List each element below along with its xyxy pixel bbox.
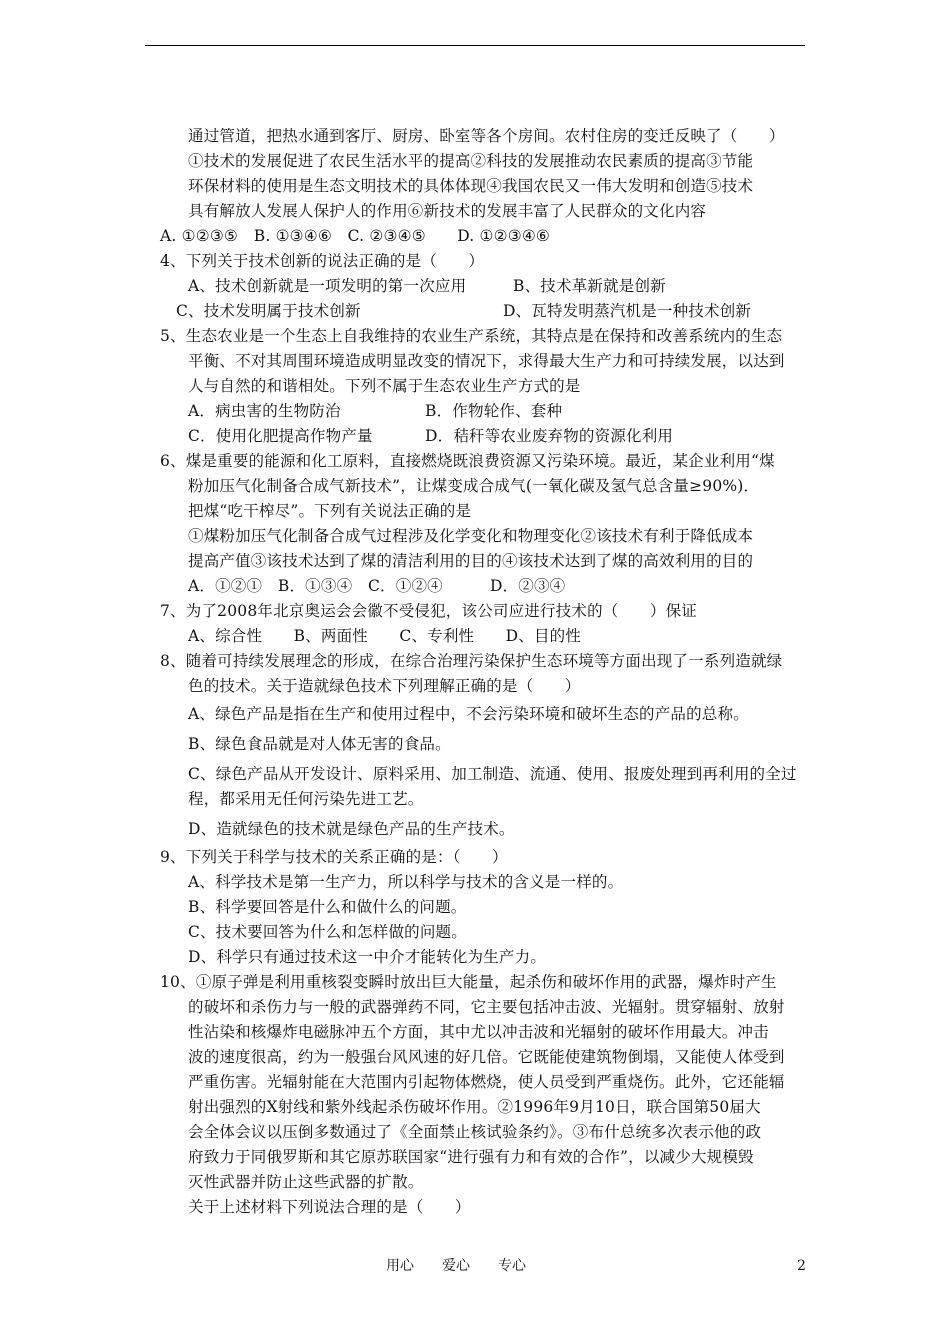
q5-option-a: A．病虫害的生物防治	[188, 402, 341, 420]
q8-stem-line-2: 色的技术。关于造就绿色技术下列理解正确的是（ ）	[188, 677, 581, 695]
q9-option-c: C、技术要回答为什么和怎样做的问题。	[188, 923, 467, 941]
q9-stem: 9、下列关于科学与技术的关系正确的是：（ ）	[160, 848, 508, 866]
q10-material-line-3: 性沾染和核爆炸电磁脉冲五个方面，其中尤以冲击波和光辐射的破坏作用最大。冲击	[188, 1023, 769, 1041]
q9-option-d: D、科学只有通过技术这一中介才能转化为生产力。	[188, 948, 547, 966]
q5-option-d: D．秸秆等农业废弃物的资源化利用	[425, 427, 674, 445]
q5-option-c: C．使用化肥提高作物产量	[188, 427, 373, 445]
q10-material-line-2: 的破坏和杀伤力与一般的武器弹药不同，它主要包括冲击波、光辐射。贯穿辐射、放射	[188, 998, 785, 1016]
q5-stem-line-2: 平衡、不对其周围环境造成明显改变的情况下，求得最大生产力和可持续发展，以达到	[188, 352, 785, 370]
q4-option-c: C、技术发明属于技术创新	[176, 302, 361, 320]
q5-stem-line-3: 人与自然的和谐相处。下列不属于生态农业生产方式的是	[188, 377, 581, 395]
q4-stem: 4、下列关于技术创新的说法正确的是（ ）	[160, 252, 485, 270]
q10-material-line-1: 10、①原子弹是利用重核裂变瞬时放出巨大能量，起杀伤和破坏作用的武器，爆炸时产生	[160, 973, 777, 991]
q4-option-a: A、技术创新就是一项发明的第一次应用	[188, 277, 467, 295]
q3-statements-line-3: 具有解放人发展人保护人的作用⑥新技术的发展丰富了人民群众的文化内容	[188, 202, 707, 220]
q6-statements-line-1: ①煤粉加压气化制备合成气过程涉及化学变化和物理变化②该技术有利于降低成本	[188, 527, 754, 545]
q6-stem-line-1: 6、煤是重要的能源和化工原料，直接燃烧既浪费资源又污染环境。最近，某企业利用“煤	[160, 452, 775, 470]
q4-option-d: D、瓦特发明蒸汽机是一种技术创新	[503, 302, 752, 320]
q10-material-line-5: 严重伤害。光辐射能在大范围内引起物体燃烧，使人员受到严重烧伤。此外，它还能辐	[188, 1073, 785, 1091]
q10-material-line-7: 会全体会议以压倒多数通过了《全面禁止核试验条约》。③布什总统多次表示他的政	[188, 1123, 762, 1141]
q4-option-b: B、技术革新就是创新	[513, 277, 666, 295]
q10-material-line-9: 灭性武器并防止这些武器的扩散。	[188, 1173, 424, 1191]
q7-stem: 7、为了2008年北京奥运会会徽不受侵犯，该公司应进行技术的（ ）保证	[160, 602, 698, 620]
q8-option-c-line-1: C、绿色产品从开发设计、原料采用、加工制造、流通、使用、报废处理到再利用的全过	[188, 765, 797, 783]
q10-material-line-4: 波的速度很高，约为一般强台风风速的好几倍。它既能使建筑物倒塌，又能使人体受到	[188, 1048, 785, 1066]
q6-options: A．①②① B．①③④ C．①②④ D．②③④	[188, 577, 566, 595]
q8-option-b: B、绿色食品就是对人体无害的食品。	[188, 735, 451, 753]
q10-material-line-6: 射出强烈的X射线和紫外线起杀伤破坏作用。②1996年9月10日，联合国第50届大	[188, 1098, 761, 1116]
q3-statements-line-2: 环保材料的使用是生态文明技术的具体体现④我国农民又一伟大发明和创造⑤技术	[188, 177, 754, 195]
q6-statements-line-2: 提高产值③该技术达到了煤的清洁利用的目的④该技术达到了煤的高效利用的目的	[188, 552, 754, 570]
header-rule	[145, 45, 805, 46]
q6-stem-line-3: 把煤“吃干榨尽”。下列有关说法正确的是	[188, 502, 472, 520]
q8-stem-line-1: 8、随着可持续发展理念的形成，在综合治理污染保护生态环境等方面出现了一系列造就绿	[160, 652, 783, 670]
q5-option-b: B．作物轮作、套种	[425, 402, 563, 420]
q8-option-a: A、绿色产品是指在生产和使用过程中，不会污染环境和破坏生态的产品的总称。	[188, 705, 749, 723]
footer-motto: 用心 爱心 专心	[386, 1258, 526, 1274]
q10-question: 关于上述材料下列说法合理的是（ ）	[188, 1198, 471, 1216]
q8-option-c-line-2: 程，都采用无任何污染先进工艺。	[188, 790, 424, 808]
q3-statements-line-1: ①技术的发展促进了农民生活水平的提高②科技的发展推动农民素质的提高③节能	[188, 152, 754, 170]
q6-stem-line-2: 粉加压气化制备合成气新技术”，让煤变成合成气(一氧化碳及氢气总含量≥90%)．	[188, 477, 760, 495]
page-number: 2	[797, 1258, 806, 1274]
q8-option-d: D、造就绿色的技术就是绿色产品的生产技术。	[188, 820, 515, 838]
q9-option-a: A、科学技术是第一生产力，所以科学与技术的含义是一样的。	[188, 873, 624, 891]
q3-options: A. ①②③⑤ B. ①③④⑥ C. ②③④⑤ D. ①②③④⑥	[160, 227, 551, 245]
q9-option-b: B、科学要回答是什么和做什么的问题。	[188, 898, 467, 916]
q5-stem-line-1: 5、生态农业是一个生态上自我维持的农业生产系统，其特点是在保持和改善系统内的生态	[160, 327, 783, 345]
q3-stem-continuation: 通过管道，把热水通到客厅、厨房、卧室等各个房间。农村住房的变迁反映了（ ）	[188, 127, 785, 145]
q10-material-line-8: 府致力于同俄罗斯和其它原苏联国家“进行强有力和有效的合作”，以减少大规模毁	[188, 1148, 754, 1166]
q7-options: A、综合性 B、两面性 C、专利性 D、目的性	[188, 627, 582, 645]
